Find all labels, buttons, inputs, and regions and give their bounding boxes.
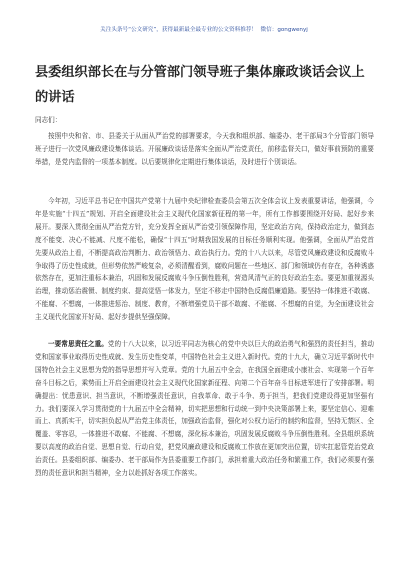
document-title: 县委组织部长在与分管部门领导班子集体廉政谈话会议上的讲话 <box>35 65 365 105</box>
paragraph-3 <box>35 338 374 480</box>
paragraph-3-body: 党的十八大以来，以习近平同志为核心的党中央以巨大的政治勇气和强烈的责任担当，推动党和国家事业取得历史性成就、发生历史性变革，中国特色社会主义进入新时代。党的十九大，确立习近平新时代中国特色社会主义思想为党的指导思想并写入党章。党的十九届五中全会，在我国全面建成小康社会、实现第一个百年奋斗目标之后，乘势而上开启全面建设社会主义现代化国家新征程、向第二个百年奋斗目标进军进行了安排部署。明确提出：忧患意识、担当意识，不断增强责任意识，自我革命、敢于斗争、勇于担当，把我们党建设得更加坚强有力。我们要深入学习贯彻党的十九届五中全会精神，切实把思想和行动统一到中央决策部署上来，要坚定信心、迎难而上、真抓实干，切实担负起从严治党主体责任，加强政治监督，强化对公权力运行的制约和监督，坚持无禁区、全覆盖、零容忍，一体推进不敢腐、不能腐、不想腐，深化标本兼治，巩固发展反腐败斗争压倒性胜利。全县组织系统要以高度的政治自觉、思想自觉、行动自觉，把党风廉政建设和反腐败工作放在更加突出位置，切实扛起管党治党政治责任。县委组织部、编委办、老干部局作为县委重要工作部门，承担着重大政治任务和繁重工作，我们必须要有强烈的责任意识和担当精神，全力以赴抓好各项工作落实。 <box>35 340 375 478</box>
paragraph-3-lead: 一要常思责任之重。 <box>48 340 108 348</box>
banner-wechat: 微信：gongwenyj <box>260 27 308 33</box>
paragraph-2: 今年初，习近平总书记在中国共产党第十九届中央纪律检查委员会第五次全体会议上发表重要讲话，他强调，今年是实施“十四五”规划、开启全面建设社会主义现代化国家新征程的第一年，所有工作都要围绕开好局、起好步来展开。要深入贯彻全面从严治党方针，充分发挥全面从严治党引领保障作用，坚定政治方向，保持政治定力，做到态度不能变、决心不能减、尺度不能松，确保“十四五”时期我国发展的目标任务顺利实现。他强调，全面从严治党首先要从政治上看，不断提高政治判断力、政治领悟力、政治执行力。党的十八大以来，尽管党风廉政建设和反腐败斗争取得了历史性成就，但形势依然严峻复杂，必须清醒看到，腐败问题在一些地区、部门和领域仍有存在，各种诱惑依然存在，更加注重标本兼治，巩固和发展反腐败斗争压倒性胜利，营造风清气正的良好政治生态。要更加重视源头治理，推动惩治震慑、制度约束、提高觉悟一体发力，坚定不移走中国特色反腐倡廉道路。要坚持一体推进不敢腐、不能腐、不想腐，一体推进惩治、制度、教育，不断增强党员干部不敢腐、不能腐、不想腐的自觉，为全面建设社会主义现代化国家开好局、起好步提供坚强保障。 <box>35 197 374 322</box>
banner-prefix: 关注头条号“公文研究”，获得最新最全最专业的公文资料推荐！ <box>100 27 257 33</box>
top-banner <box>0 26 408 34</box>
paragraph-1: 按照中央和省、市、县委关于从面从严治党的部署要求，今天我和组织部、编委办、老干部局3个分管部门领导班子进行一次党风廉政建设集体谈话。开展廉政谈话是落实全面从严治党责任，前移监督关口，做好事前预防的重要举措，是党内监督的一项基本制度。以后要规律化定期进行集体谈话，及时进行个别谈话。 <box>35 132 374 166</box>
salutation: 同志们： <box>35 116 62 124</box>
